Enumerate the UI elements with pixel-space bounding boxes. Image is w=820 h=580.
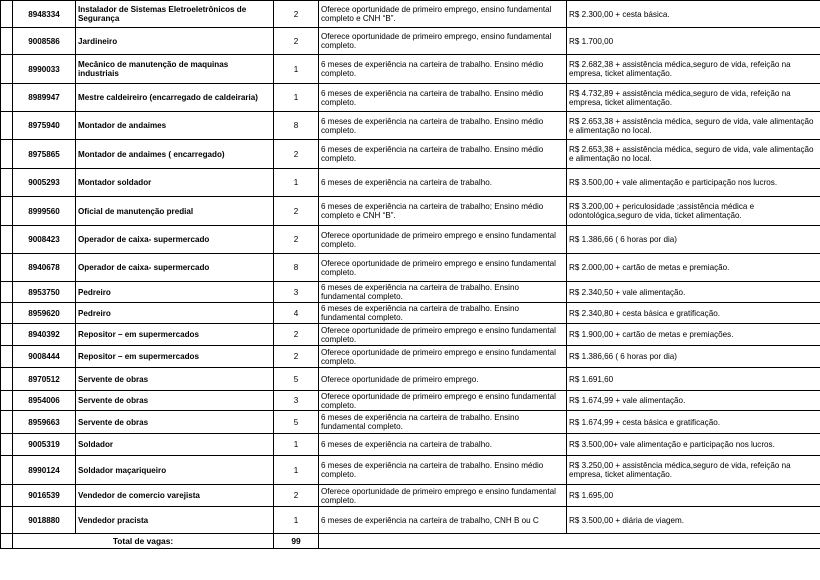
job-compensation: R$ 2.000,00 + cartão de metas e premiação. — [567, 254, 820, 282]
job-requirements: Oferece oportunidade de primeiro emprego, ensino fundamental completo. — [319, 28, 567, 55]
job-compensation: R$ 3.250,00 + assistência médica,seguro de vida, refeição na empresa, ticket alimentação. — [567, 456, 820, 485]
total-blank-cell — [319, 534, 820, 549]
table-row — [1, 55, 820, 84]
table-row — [1, 324, 820, 346]
job-compensation: R$ 4.732,89 + assistência médica,seguro de vida, refeição na empresa, ticket alimentação. — [567, 84, 820, 112]
row-spacer-cell — [1, 456, 13, 485]
row-spacer-cell — [1, 55, 13, 84]
job-requirements: 6 meses de experiência na carteira de trabalho; Ensino médio completo e CNH “B”. — [319, 197, 567, 226]
job-openings-count: 1 — [274, 507, 319, 534]
row-spacer-cell — [1, 507, 13, 534]
job-openings-count: 5 — [274, 411, 319, 434]
job-code: 8975865 — [13, 140, 76, 169]
job-code: 8990033 — [13, 55, 76, 84]
job-requirements: 6 meses de experiência na carteira de trabalho. Ensino médio completo. — [319, 140, 567, 169]
job-code: 8954006 — [13, 391, 76, 411]
row-spacer-cell — [1, 1, 13, 28]
job-title: Mestre caldeireiro (encarregado de caldeiraria) — [76, 84, 274, 112]
job-openings-count: 1 — [274, 169, 319, 197]
job-code: 8953750 — [13, 282, 76, 303]
job-requirements: 6 meses de experiência na carteira de trabalho, CNH B ou C — [319, 507, 567, 534]
job-openings-count: 2 — [274, 485, 319, 507]
row-spacer-cell — [1, 226, 13, 254]
table-row — [1, 28, 820, 55]
job-compensation: R$ 1.695,00 — [567, 485, 820, 507]
job-compensation: R$ 2.653,38 + assistência médica, seguro de vida, vale alimentação e alimentação no local. — [567, 140, 820, 169]
job-compensation: R$ 1.900,00 + cartão de metas e premiações. — [567, 324, 820, 346]
total-value: 99 — [274, 534, 319, 549]
job-openings-count: 1 — [274, 84, 319, 112]
job-requirements: 6 meses de experiência na carteira de trabalho. — [319, 169, 567, 197]
row-spacer-cell — [1, 485, 13, 507]
job-requirements: 6 meses de experiência na carteira de trabalho. — [319, 434, 567, 456]
total-row — [1, 534, 820, 549]
job-compensation: R$ 3.500,00 + vale alimentação e participação nos lucros. — [567, 169, 820, 197]
job-rows — [1, 1, 820, 534]
table-row — [1, 254, 820, 282]
job-title: Montador de andaimes ( encarregado) — [76, 140, 274, 169]
job-title: Montador de andaimes — [76, 112, 274, 140]
job-openings-count: 3 — [274, 391, 319, 411]
job-title: Servente de obras — [76, 391, 274, 411]
job-openings-count: 5 — [274, 368, 319, 391]
row-spacer-cell — [1, 368, 13, 391]
job-openings-count: 8 — [274, 254, 319, 282]
job-openings-count: 1 — [274, 434, 319, 456]
table-row — [1, 84, 820, 112]
job-code: 9005319 — [13, 434, 76, 456]
job-code: 8948334 — [13, 1, 76, 28]
job-openings-count: 1 — [274, 456, 319, 485]
job-title: Repositor – em supermercados — [76, 324, 274, 346]
job-compensation: R$ 1.691,60 — [567, 368, 820, 391]
job-openings-count: 4 — [274, 303, 319, 324]
job-requirements: Oferece oportunidade de primeiro emprego e ensino fundamental completo. — [319, 324, 567, 346]
job-title: Soldador — [76, 434, 274, 456]
job-compensation: R$ 2.682,38 + assistência médica,seguro de vida, refeição na empresa, ticket alimentação. — [567, 55, 820, 84]
row-spacer-cell — [1, 303, 13, 324]
job-openings-count: 3 — [274, 282, 319, 303]
job-code: 8975940 — [13, 112, 76, 140]
job-title: Vendedor de comercio varejista — [76, 485, 274, 507]
row-spacer-cell — [1, 84, 13, 112]
job-compensation: R$ 1.700,00 — [567, 28, 820, 55]
job-requirements: Oferece oportunidade de primeiro emprego e ensino fundamental completo. — [319, 226, 567, 254]
job-compensation: R$ 3.500,00+ vale alimentação e participação nos lucros. — [567, 434, 820, 456]
row-spacer-cell — [1, 254, 13, 282]
row-spacer-cell — [1, 28, 13, 55]
job-compensation: R$ 2.300,00 + cesta básica. — [567, 1, 820, 28]
table-row — [1, 303, 820, 324]
job-requirements: 6 meses de experiência na carteira de trabalho. Ensino médio completo. — [319, 112, 567, 140]
job-title: Pedreiro — [76, 303, 274, 324]
job-requirements: 6 meses de experiência na carteira de trabalho. Ensino médio completo. — [319, 84, 567, 112]
job-compensation: R$ 1.386,66 ( 6 horas por dia) — [567, 346, 820, 368]
table-row — [1, 391, 820, 411]
job-openings-count: 2 — [274, 140, 319, 169]
job-requirements: Oferece oportunidade de primeiro emprego e ensino fundamental completo. — [319, 485, 567, 507]
table-row — [1, 368, 820, 391]
job-compensation: R$ 2.340,80 + cesta básica e gratificação. — [567, 303, 820, 324]
table-row — [1, 485, 820, 507]
job-requirements: 6 meses de experiência na carteira de trabalho. Ensino fundamental completo. — [319, 303, 567, 324]
job-requirements: 6 meses de experiência na carteira de trabalho. Ensino médio completo. — [319, 456, 567, 485]
job-code: 9008586 — [13, 28, 76, 55]
row-spacer-cell — [1, 112, 13, 140]
job-code: 8999560 — [13, 197, 76, 226]
job-requirements: Oferece oportunidade de primeiro emprego e ensino fundamental completo. — [319, 391, 567, 411]
row-spacer-cell — [1, 197, 13, 226]
table-row — [1, 140, 820, 169]
job-openings-count: 8 — [274, 112, 319, 140]
job-code: 8989947 — [13, 84, 76, 112]
job-title: Oficial de manutenção predial — [76, 197, 274, 226]
job-compensation: R$ 3.200,00 + periculosidade ;assistência médica e odontológica,seguro de vida, ticket alimentação. — [567, 197, 820, 226]
table-row — [1, 346, 820, 368]
row-spacer-cell — [1, 391, 13, 411]
job-title: Operador de caixa- supermercado — [76, 226, 274, 254]
job-code: 8959663 — [13, 411, 76, 434]
table-row — [1, 507, 820, 534]
job-openings-count: 1 — [274, 55, 319, 84]
job-compensation: R$ 2.340,50 + vale alimentação. — [567, 282, 820, 303]
job-compensation: R$ 1.674,99 + vale alimentação. — [567, 391, 820, 411]
job-openings-count: 2 — [274, 197, 319, 226]
job-title: Servente de obras — [76, 368, 274, 391]
job-code: 9018880 — [13, 507, 76, 534]
table-row — [1, 169, 820, 197]
job-title: Repositor – em supermercados — [76, 346, 274, 368]
job-openings-count: 2 — [274, 1, 319, 28]
job-requirements: Oferece oportunidade de primeiro emprego e ensino fundamental completo. — [319, 346, 567, 368]
row-spacer-cell — [1, 346, 13, 368]
total-label: Total de vagas: — [13, 534, 274, 549]
job-title: Vendedor pracista — [76, 507, 274, 534]
job-requirements: 6 meses de experiência na carteira de trabalho. Ensino médio completo. — [319, 55, 567, 84]
job-title: Operador de caixa- supermercado — [76, 254, 274, 282]
job-compensation: R$ 2.653,38 + assistência médica, seguro de vida, vale alimentação e alimentação no local. — [567, 112, 820, 140]
table-row — [1, 411, 820, 434]
row-spacer-cell — [1, 324, 13, 346]
job-title: Servente de obras — [76, 411, 274, 434]
table-row — [1, 456, 820, 485]
job-code: 8940678 — [13, 254, 76, 282]
job-title: Instalador de Sistemas Eletroeletrônicos de Segurança — [76, 1, 274, 28]
job-requirements: Oferece oportunidade de primeiro emprego, ensino fundamental completo e CNH “B”. — [319, 1, 567, 28]
job-openings-count: 2 — [274, 324, 319, 346]
job-code: 9005293 — [13, 169, 76, 197]
row-spacer-cell — [1, 140, 13, 169]
job-requirements: 6 meses de experiência na carteira de trabalho. Ensino fundamental completo. — [319, 282, 567, 303]
job-compensation: R$ 1.674,99 + cesta básica e gratificação. — [567, 411, 820, 434]
row-spacer-cell — [1, 169, 13, 197]
total-spacer-cell — [1, 534, 13, 549]
job-requirements: Oferece oportunidade de primeiro emprego e ensino fundamental completo. — [319, 254, 567, 282]
table-row — [1, 112, 820, 140]
table-row — [1, 282, 820, 303]
job-title: Jardineiro — [76, 28, 274, 55]
job-requirements: Oferece oportunidade de primeiro emprego. — [319, 368, 567, 391]
job-code: 9008444 — [13, 346, 76, 368]
job-code: 8959620 — [13, 303, 76, 324]
job-openings-count: 2 — [274, 226, 319, 254]
job-openings-count: 2 — [274, 346, 319, 368]
job-code: 9008423 — [13, 226, 76, 254]
row-spacer-cell — [1, 282, 13, 303]
job-title: Pedreiro — [76, 282, 274, 303]
job-code: 9016539 — [13, 485, 76, 507]
job-title: Soldador maçariqueiro — [76, 456, 274, 485]
table-row — [1, 434, 820, 456]
job-title: Mecânico de manutenção de maquinas industriais — [76, 55, 274, 84]
job-compensation: R$ 3.500,00 + diária de viagem. — [567, 507, 820, 534]
job-openings-count: 2 — [274, 28, 319, 55]
row-spacer-cell — [1, 434, 13, 456]
table-row — [1, 197, 820, 226]
table-row — [1, 1, 820, 28]
row-spacer-cell — [1, 411, 13, 434]
job-code: 8940392 — [13, 324, 76, 346]
table-row — [1, 226, 820, 254]
job-code: 8970512 — [13, 368, 76, 391]
job-code: 8990124 — [13, 456, 76, 485]
job-requirements: 6 meses de experiência na carteira de trabalho. Ensino fundamental completo. — [319, 411, 567, 434]
job-title: Montador soldador — [76, 169, 274, 197]
job-compensation: R$ 1.386,66 ( 6 horas por dia) — [567, 226, 820, 254]
